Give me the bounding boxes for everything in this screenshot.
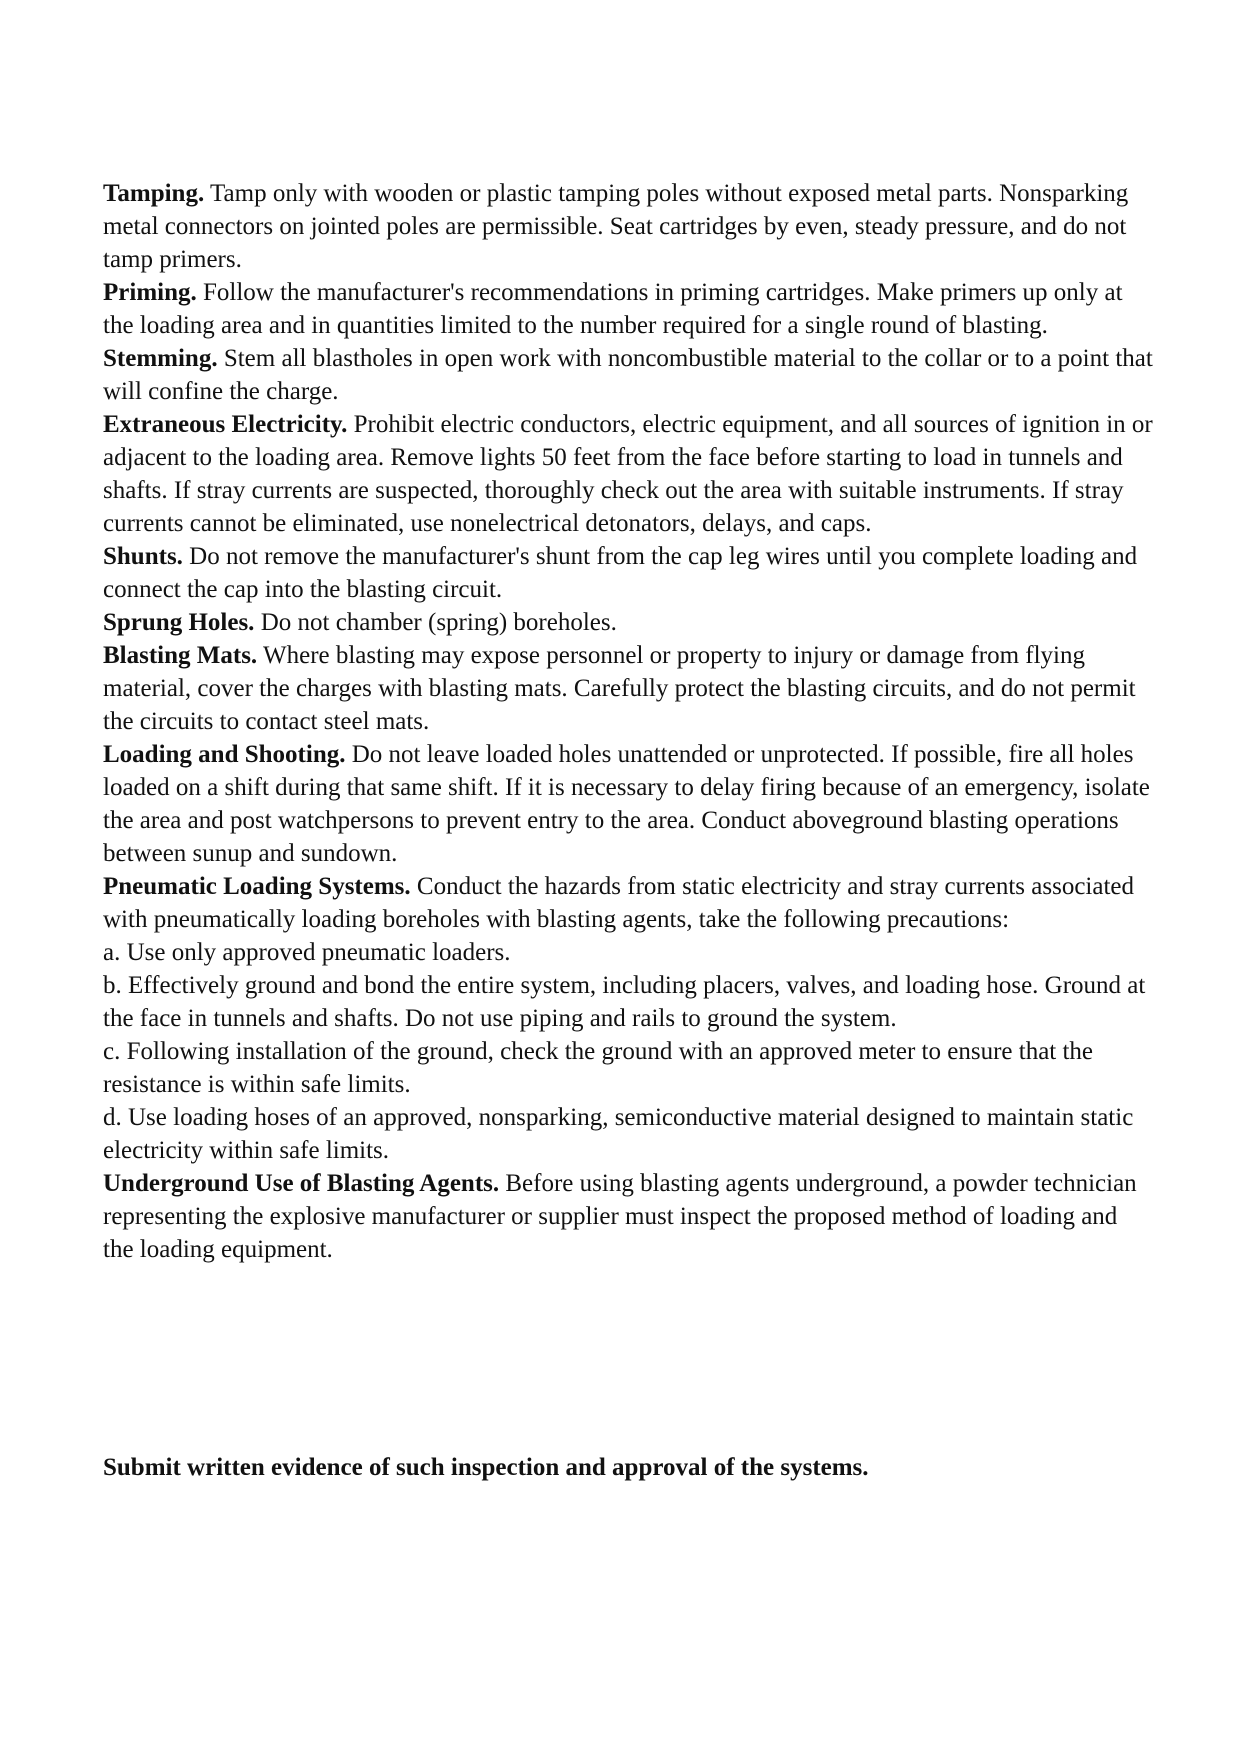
section-blasting-mats	[103, 639, 1153, 738]
section-text: Follow the manufacturer's recommendations in priming cartridges. Make primers up only at the loading area and in quantities limited to the number required for a single round of blasting.	[103, 279, 1123, 339]
section-heading: Shunts.	[103, 543, 183, 570]
section-text: Conduct the hazards from static electricity and stray currents associated with pneumatically loading boreholes with blasting agents, take the following precautions:	[103, 873, 1134, 933]
section-heading: Tamping.	[103, 180, 205, 207]
section-stemming	[103, 342, 1153, 408]
section-text: Before using blasting agents underground, a powder technician representing the explosive manufacturer or supplier must inspect the proposed method of loading and the loading equipment.	[103, 1170, 1137, 1263]
section-underground-use	[103, 1167, 1153, 1266]
document-body	[103, 177, 1153, 1266]
section-extraneous-electricity	[103, 408, 1153, 540]
section-text: Do not leave loaded holes unattended or unprotected. If possible, fire all holes loaded on a shift during that same shift. If it is necessary to delay firing because of an emergency, isolate the area and post watchpersons to prevent entry to the area. Conduct aboveground blasting operations between sunup and sundown.	[103, 741, 1150, 867]
section-text: Do not remove the manufacturer's shunt from the cap leg wires until you complete loading and connect the cap into the blasting circuit.	[103, 543, 1138, 603]
section-pneumatic-loading-systems	[103, 870, 1153, 936]
section-text: Tamp only with wooden or plastic tamping poles without exposed metal parts. Nonsparking metal connectors on jointed poles are permissible. Seat cartridges by even, steady pressure, and do not tamp primers.	[103, 180, 1129, 273]
section-heading: Blasting Mats.	[103, 642, 258, 669]
section-heading: Underground Use of Blasting Agents.	[103, 1170, 500, 1197]
list-item-b: b. Effectively ground and bond the entire system, including placers, valves, and loading hose. Ground at the face in tunnels and shafts. Do not use piping and rails to ground the system.	[103, 972, 1146, 1032]
footer-note: Submit written evidence of such inspection and approval of the systems.	[103, 1454, 869, 1481]
list-item-a: a. Use only approved pneumatic loaders.	[103, 939, 511, 966]
section-heading: Loading and Shooting.	[103, 741, 346, 768]
list-item-d: d. Use loading hoses of an approved, nonsparking, semiconductive material designed to maintain static electricity within safe limits.	[103, 1104, 1134, 1164]
section-priming	[103, 276, 1153, 342]
list-item-c: c. Following installation of the ground, check the ground with an approved meter to ensure that the resistance is within safe limits.	[103, 1038, 1094, 1098]
section-text: Where blasting may expose personnel or property to injury or damage from flying material, cover the charges with blasting mats. Carefully protect the blasting circuits, and do not permit the circuits to contact steel mats.	[103, 642, 1136, 735]
section-text: Do not chamber (spring) boreholes.	[260, 609, 617, 636]
section-heading: Priming.	[103, 279, 197, 306]
section-tamping	[103, 177, 1153, 276]
section-text: Stem all blastholes in open work with noncombustible material to the collar or to a point that will confine the charge.	[103, 345, 1153, 405]
section-heading: Stemming.	[103, 345, 218, 372]
section-heading: Pneumatic Loading Systems.	[103, 873, 411, 900]
section-heading: Sprung Holes.	[103, 609, 255, 636]
section-loading-and-shooting	[103, 738, 1153, 870]
section-shunts	[103, 540, 1153, 606]
section-heading: Extraneous Electricity.	[103, 411, 348, 438]
section-sprung-holes	[103, 606, 1153, 639]
section-text: Prohibit electric conductors, electric equipment, and all sources of ignition in or adjacent to the loading area. Remove lights 50 feet from the face before starting to load in tunnels and shafts. If stray currents are suspected, thoroughly check out the area with suitable instruments. If stray currents cannot be eliminated, use nonelectrical detonators, delays, and caps.	[103, 411, 1153, 537]
